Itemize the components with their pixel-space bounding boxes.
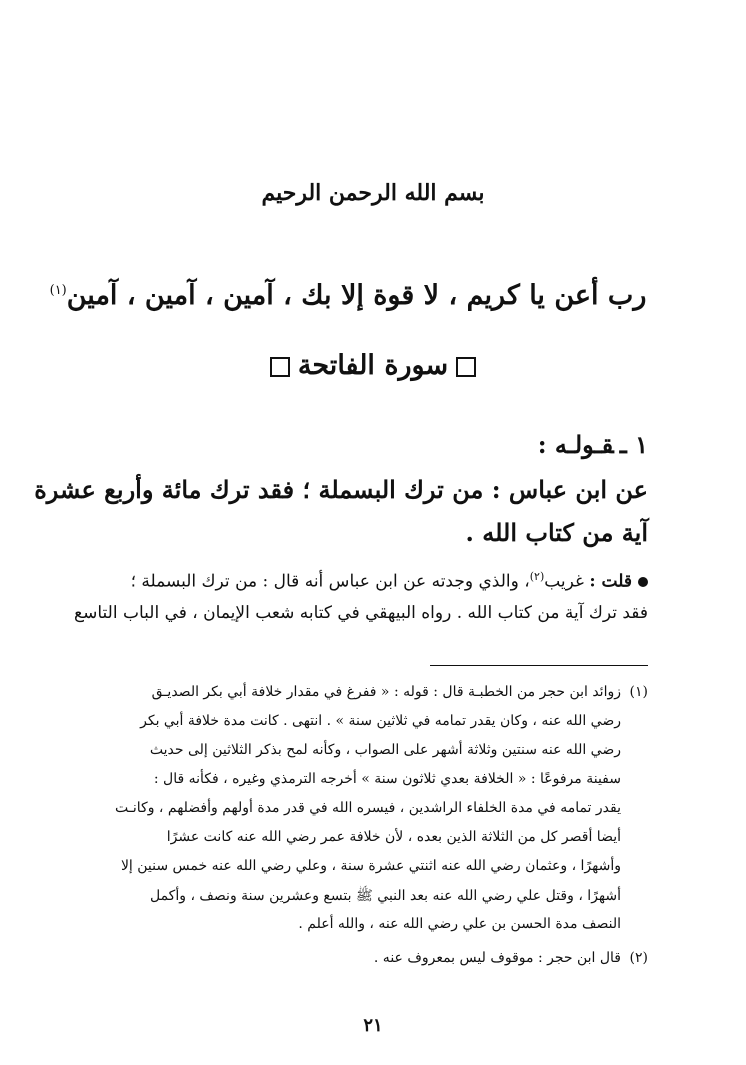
commentary-label: قلت : (589, 571, 632, 592)
commentary-text: ، والذي وجدته عن ابن عباس أنه قال : من ترك البسملة ؛ (130, 571, 530, 592)
footnote-line: رضي الله عنه ، وكان يقدر تمامه في ثلاثين سنة » . انتهى . كانت مدة خلافة أبي بكر (140, 713, 621, 729)
dua-line (0, 280, 696, 311)
footnote-line: يقدر تمامه في مدة الخلفاء الراشدين ، فيسره الله في قدر مدة أولهم وأفضلهم ، وكانـت (115, 800, 621, 816)
footnote-divider (430, 665, 648, 666)
footnote-line: أيضا أقصر كل من الثلاثة الذين بعده ، لأن خلافة عمر رضي الله عنه كانت عشرًا (166, 829, 621, 845)
surah-title (0, 350, 746, 381)
entry-heading (538, 430, 648, 459)
box-ornament-icon (456, 357, 476, 377)
dua-text: رب أعن يا كريم ، لا قوة إلا بك ، آمين ، آمين ، آمين (66, 280, 647, 311)
footnote-line: زوائد ابن حجر من الخطبـة قال : قوله : « ففرغ في مقدار خلافة أبي بكر الصديـق (151, 684, 621, 700)
footnote-line: رضي الله عنه سنتين وثلاثة أشهر على الصواب ، وكأنه لمح بذكر الثلاثين إلى حديث (149, 742, 621, 758)
footnote-line: أشهرًا ، وقتل علي رضي الله عنه بعد النبي ﷺ بتسع وعشرين سنة ونصف ، وأكمل (149, 888, 621, 904)
box-ornament-icon (270, 357, 290, 377)
entry-quote-line: عن ابن عباس : من ترك البسملة ؛ فقد ترك مائة وأربع عشرة (34, 475, 648, 504)
entry-heading-text: قـولـه : (537, 430, 614, 459)
commentary-footnote-ref: (٢) (529, 570, 545, 583)
commentary-line: فقد ترك آية من كتاب الله . رواه البيهقي في كتابه شعب الإيمان ، في الباب التاسع (74, 603, 648, 623)
page-number: ٢١ (363, 1015, 383, 1036)
commentary-text: غريب (544, 571, 584, 592)
footnote-line: قال ابن حجر : موقوف ليس بمعروف عنه . (373, 950, 621, 966)
basmala-heading: بسم الله الرحمن الرحيم (261, 180, 485, 206)
dua-footnote-ref: (١) (49, 283, 67, 298)
surah-title-text: سورة الفاتحة (297, 350, 449, 381)
footnote-number: (١) (629, 684, 648, 700)
footnote-number: (٢) (629, 950, 648, 966)
footnote-line: النصف مدة الحسن بن علي رضي الله عنه ، والله أعلم . (298, 916, 621, 932)
commentary-line (131, 570, 648, 592)
footnote-line: وأشهرًا ، وعثمان رضي الله عنه اثنتي عشرة سنة ، وعلي رضي الله عنه خمس سنين إلا (120, 858, 621, 874)
entry-quote-line: آية من كتاب الله . (465, 518, 648, 547)
footnote-line: سفينة مرفوعًا : « الخلافة بعدي ثلاثون سنة » أخرجه الترمذي وغيره ، فكأنه قال : (153, 771, 621, 787)
entry-number: ١ ـ (619, 430, 648, 459)
bullet-icon (638, 577, 648, 587)
